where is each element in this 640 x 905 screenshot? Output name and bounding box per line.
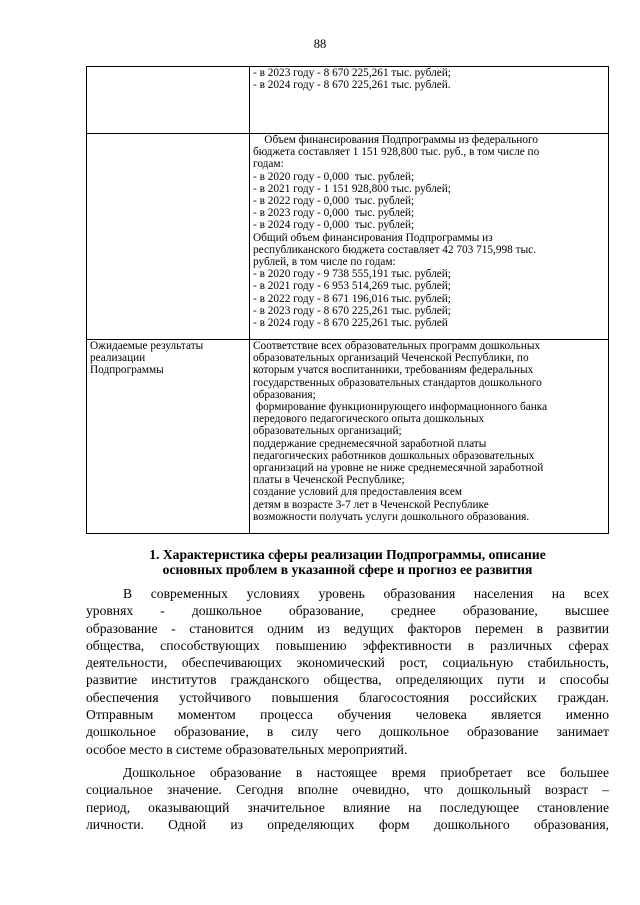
table-row	[87, 134, 609, 340]
paragraph-line: В современных условиях уровень образования населения на всех	[123, 586, 609, 601]
row-content-line: годам:	[253, 158, 284, 171]
page-number: 88	[313, 37, 327, 51]
row-content-line: организаций на уровне не ниже среднемесячной заработной	[253, 462, 544, 475]
row-content-line: платы в Чеченской Республике;	[253, 474, 405, 487]
paragraph-line: период, оказывающий значительное влияние на последующее становление	[86, 799, 609, 815]
section-heading	[86, 548, 609, 577]
row-label-line: Ожидаемые результаты	[90, 340, 204, 352]
paragraph	[86, 585, 609, 758]
heading-line: основных проблем в указанной сфере и прогноз ее развития	[162, 561, 533, 577]
paragraph-line: обеспечения устойчивого повышения благосостояния российских граждан.	[86, 689, 609, 705]
row-content-line: - в 2021 году - 6 953 514,269 тыс. рублей;	[253, 280, 451, 293]
row-content-line: образовательных организаций;	[253, 425, 402, 438]
row-content-line: формирование функционирующего информационного банка	[253, 401, 548, 414]
row-content-line: бюджета составляет 1 151 928,800 тыс. руб., в том числе по	[253, 146, 540, 159]
row-content-cell	[250, 67, 609, 134]
row-content-line: государственных образовательных стандартов дошкольного	[253, 376, 542, 389]
heading-line: 1. Характеристика сферы реализации Подпрограммы, описание	[149, 547, 546, 562]
paragraph	[86, 764, 609, 833]
row-content-line: - в 2020 году - 0,000 тыс. рублей;	[253, 170, 415, 183]
section-body	[86, 585, 609, 833]
row-content-line: республиканского бюджета составляет 42 703 715,998 тыс.	[253, 243, 537, 256]
row-content-line: образования;	[253, 388, 316, 401]
row-content-cell	[250, 134, 609, 340]
row-content-line: - в 2020 году - 9 738 555,191 тыс. рублей;	[253, 268, 451, 281]
table-row	[87, 340, 609, 534]
row-content-line: - в 2024 году - 8 670 225,261 тыс. рублей.	[253, 79, 451, 92]
row-content-line: - в 2021 году - 1 151 928,800 тыс. рублей;	[253, 182, 451, 195]
row-content-line: - в 2022 году - 0,000 тыс. рублей;	[253, 195, 415, 208]
row-content-line: возможности получать услуги дошкольного образования.	[253, 510, 530, 523]
paragraph-line: личности. Одной из определяющих форм дошкольного образования,	[86, 816, 609, 832]
row-content-line: которым учатся воспитанники, требованиям федеральных	[253, 364, 534, 377]
row-content-line: создание условий для предоставления всем	[253, 486, 463, 499]
row-content-line: детям в возрасте 3-7 лет в Чеченской Республике	[253, 498, 489, 511]
row-label-line: реализации	[90, 352, 146, 365]
passport-table	[86, 66, 609, 534]
row-content-line: Объем финансирования Подпрограммы из федерального	[253, 134, 538, 146]
row-content-line: - в 2023 году - 0,000 тыс. рублей;	[253, 207, 415, 220]
row-content-line: рублей, в том числе по годам:	[253, 256, 396, 269]
row-content-line: Общий объем финансирования Подпрограммы из	[253, 231, 493, 244]
row-content-line: педагогических работников дошкольных образовательных	[253, 449, 535, 462]
table-row	[87, 67, 609, 134]
paragraph-line: развитие институтов гражданского общества, определяющих пути и способы	[86, 672, 609, 688]
paragraph-line: общества, способствующих повышению эффективности в различных сферах	[86, 637, 609, 653]
row-label-cell	[87, 67, 250, 134]
row-content-line: образовательных организаций Чеченской Республики, по	[253, 352, 529, 365]
row-content-line: - в 2022 году - 8 671 196,016 тыс. рублей;	[253, 292, 451, 305]
row-content-line: поддержание среднемесячной заработной платы	[253, 437, 487, 450]
row-content-cell	[250, 340, 609, 534]
paragraph-line: особое место в системе образовательных мероприятий.	[86, 741, 408, 757]
row-content-line: передового педагогического опыта дошкольных	[253, 413, 485, 426]
paragraph-line: уровнях - дошкольное образование, среднее образование, высшее	[86, 603, 609, 619]
paragraph-line: образование - становится одним из ведущих факторов перемен в развитии	[86, 620, 609, 636]
row-content-line: - в 2024 году - 8 670 225,261 тыс. рублей	[253, 317, 448, 330]
paragraph-line: Дошкольное образование в настоящее время приобретает все большее	[123, 764, 609, 780]
row-label-line: Подпрограммы	[90, 364, 164, 377]
row-content-line: - в 2023 году - 8 670 225,261 тыс. рублей;	[253, 67, 451, 79]
row-content-line: Соответствие всех образовательных программ дошкольных	[253, 340, 541, 352]
paragraph-line: Отправным моментом процесса обучения человека является именно	[86, 707, 609, 723]
row-label-cell	[87, 340, 250, 534]
paragraph-line: дошкольное образование, в силу чего дошкольное образование занимает	[86, 724, 609, 740]
row-content-line: - в 2023 году - 8 670 225,261 тыс. рублей;	[253, 304, 451, 317]
paragraph-line: деятельности, обеспечивающих экономический рост, социальную стабильность,	[86, 655, 609, 671]
paragraph-line: социальное значение. Сегодня вполне очевидно, что дошкольный возраст –	[86, 782, 609, 798]
row-content-line: - в 2024 году - 0,000 тыс. рублей;	[253, 219, 415, 232]
row-label-cell	[87, 134, 250, 340]
